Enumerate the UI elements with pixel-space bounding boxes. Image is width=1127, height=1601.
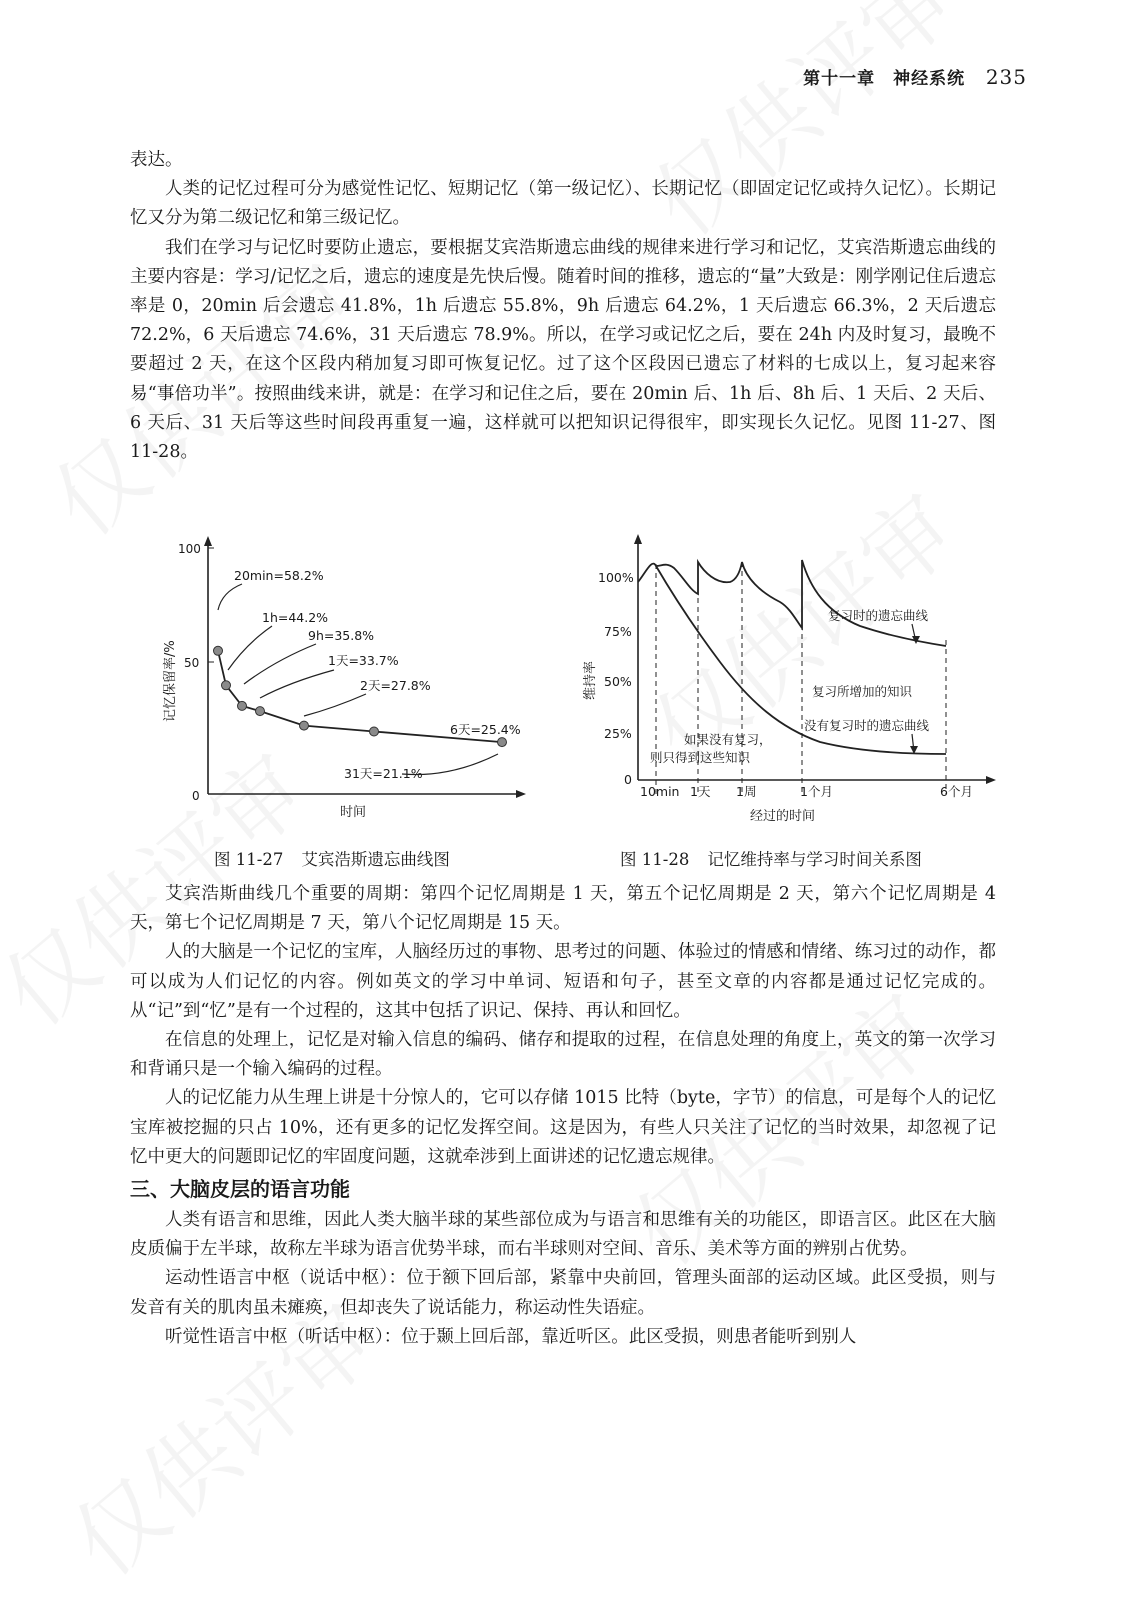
data-point [214, 646, 223, 655]
annotation: 则只得到这些知识 [650, 750, 751, 765]
label-arrow [244, 644, 316, 684]
point-label: 2天=27.8% [360, 678, 431, 693]
paragraph: 人类的记忆过程可分为感觉性记忆、短期记忆（第一级记忆）、长期记忆（即固定记忆或持久记忆）。长期记忆又分为第二级记忆和第三级记忆。 [130, 179, 996, 229]
caption-number: 图 11-28 [620, 850, 690, 869]
label-arrow [304, 694, 366, 716]
x-axis-arrow [516, 790, 526, 798]
point-label: 9h=35.8% [308, 628, 375, 643]
x-axis-arrow [986, 776, 996, 784]
point-label: 1h=44.2% [262, 610, 329, 625]
data-point [222, 681, 231, 690]
annotation: 如果没有复习， [684, 732, 772, 747]
label-arrow [260, 670, 334, 698]
data-point [370, 727, 379, 736]
point-label: 6天=25.4% [450, 722, 521, 737]
y-tick-label: 100 [178, 542, 201, 556]
x-tick-label: 10min [640, 784, 680, 799]
y-tick-label: 50 [184, 656, 200, 670]
paragraph: 人的记忆能力从生理上讲是十分惊人的，它可以存储 1015 比特（byte，字节）的信息，可是每个人的记忆宝库被挖掘的只占 10%，还有更多的记忆发挥空间。这是因为，有些人只关注了记忆的当时效果，却忽视了记忆中更大的问题即记忆的牢固度问题，这就牵涉到上面讲述的记忆遗忘规律。 [130, 1088, 996, 1167]
body-text-top [130, 146, 996, 467]
data-point [238, 701, 247, 710]
caption-number: 图 11-27 [214, 850, 284, 869]
y-tick-label: 50% [604, 674, 632, 689]
figure-caption [214, 846, 450, 870]
y-axis-label: 记忆保留率/% [163, 640, 178, 722]
paragraph: 听觉性语言中枢（听话中枢）：位于颞上回后部，靠近听区。此区受损，则患者能听到别人 [165, 1326, 857, 1347]
paragraph: 我们在学习与记忆时要防止遗忘，要根据艾宾浩斯遗忘曲线的规律来进行学习和记忆，艾宾浩斯遗忘曲线的主要内容是：学习/记忆之后，遗忘的速度是先快后慢。随着时间的推移，遗忘的“量”大致是：刚学刚记住后遗忘率是 0，20min 后会遗忘 41.8%，1h 后遗忘 55.8%，9h 后遗忘 64.2%，1 天后遗忘 66.3%，2 天后遗忘 72.2%，6 天后遗忘 74.6%，31 天后遗忘 78.9%。所以，在学习或记忆之后，要在 24h 内及时复习，最晚不要超过 2 天，在这个区段内稍加复习即可恢复记忆。过了这个区段因已遗忘了材料的七成以上，复习起来容易“事倍功半”。按照曲线来讲，就是：在学习和记住之后，要在 20min 后、1h 后、8h 后、1 天后、2 天后、6 天后、31 天后等这些时间段再重复一遍，这样就可以把知识记得很牢，即实现长久记忆。见图 11-27、图 11-28。 [130, 237, 996, 463]
chapter-title: 第十一章 神经系统 [803, 69, 966, 89]
x-axis-label: 时间 [340, 805, 367, 820]
data-point [300, 721, 309, 730]
y-tick-label: 75% [604, 624, 632, 639]
section-heading: 三、大脑皮层的语言功能 [130, 1177, 350, 1202]
x-tick-label: 1个月 [800, 784, 833, 799]
y-axis-label: 维持率 [583, 660, 598, 700]
paragraph: 人的大脑是一个记忆的宝库，人脑经历过的事物、思考过的问题、体验过的情感和情绪、练习过的动作，都可以成为人们记忆的内容。例如英文的学习中单词、短语和句子，甚至文章的内容都是通过记忆完成的。从“记”到“忆”是有一个过程的，这其中包括了识记、保持、再认和回忆。 [130, 942, 996, 1021]
data-point [256, 707, 265, 716]
y-tick-label: 0 [624, 772, 632, 787]
caption-text: 艾宾浩斯遗忘曲线图 [301, 850, 450, 869]
data-point [498, 738, 507, 747]
page-header [803, 64, 1027, 89]
retention-chart [583, 532, 1010, 832]
figure-caption [620, 846, 922, 870]
annotation: 没有复习时的遗忘曲线 [804, 718, 930, 733]
paragraph: 在信息的处理上，记忆是对输入信息的编码、储存和提取的过程，在信息处理的角度上，英文的第一次学习和背诵只是一个输入编码的过程。 [130, 1030, 996, 1080]
x-tick-label: 1天 [690, 784, 711, 799]
figure-retention-rate [583, 532, 1010, 832]
body-text-bottom [130, 880, 996, 1352]
point-label: 31天=21.1% [344, 766, 423, 781]
y-tick-label: 25% [604, 726, 632, 741]
paragraph: 艾宾浩斯曲线几个重要的周期：第四个记忆周期是 1 天，第五个记忆周期是 2 天，第六个记忆周期是 4 天，第七个记忆周期是 7 天，第八个记忆周期是 15 天。 [130, 884, 996, 934]
annotation: 复习所增加的知识 [812, 684, 913, 699]
label-arrow [228, 626, 272, 670]
paragraph: 运动性语言中枢（说话中枢）：位于额下回后部，紧靠中央前回，管理头面部的运动区域。此区受损，则与发音有关的肌肉虽未瘫痪，但却丧失了说话能力，称运动性失语症。 [130, 1268, 996, 1318]
x-tick-label: 1周 [736, 784, 757, 799]
label-arrows [218, 584, 498, 775]
review-forgetting-curve [638, 560, 946, 646]
y-tick-label: 0 [192, 789, 200, 803]
point-label: 20min=58.2% [234, 568, 324, 583]
y-tick-label: 100% [598, 570, 634, 585]
point-label: 1天=33.7% [328, 653, 399, 668]
x-tick-label: 6个月 [940, 784, 973, 799]
y-axis-arrow [634, 534, 642, 544]
annotation: 复习时的遗忘曲线 [828, 608, 929, 623]
paragraph: 人类有语言和思维，因此人类大脑半球的某些部位成为与语言和思维有关的功能区，即语言区。此区在大脑皮质偏于左半球，故称左半球为语言优势半球，而右半球则对空间、音乐、美术等方面的辨别占优势。 [130, 1210, 996, 1260]
caption-text: 记忆维持率与学习时间关系图 [707, 850, 922, 869]
paragraph: 表达。 [130, 150, 183, 170]
x-axis-label: 经过的时间 [750, 809, 816, 824]
figure-ebbinghaus-curve [150, 532, 540, 832]
label-arrow [218, 584, 242, 610]
y-axis-arrow [204, 536, 212, 546]
ebbinghaus-chart [150, 532, 540, 832]
page-number: 235 [985, 65, 1027, 89]
